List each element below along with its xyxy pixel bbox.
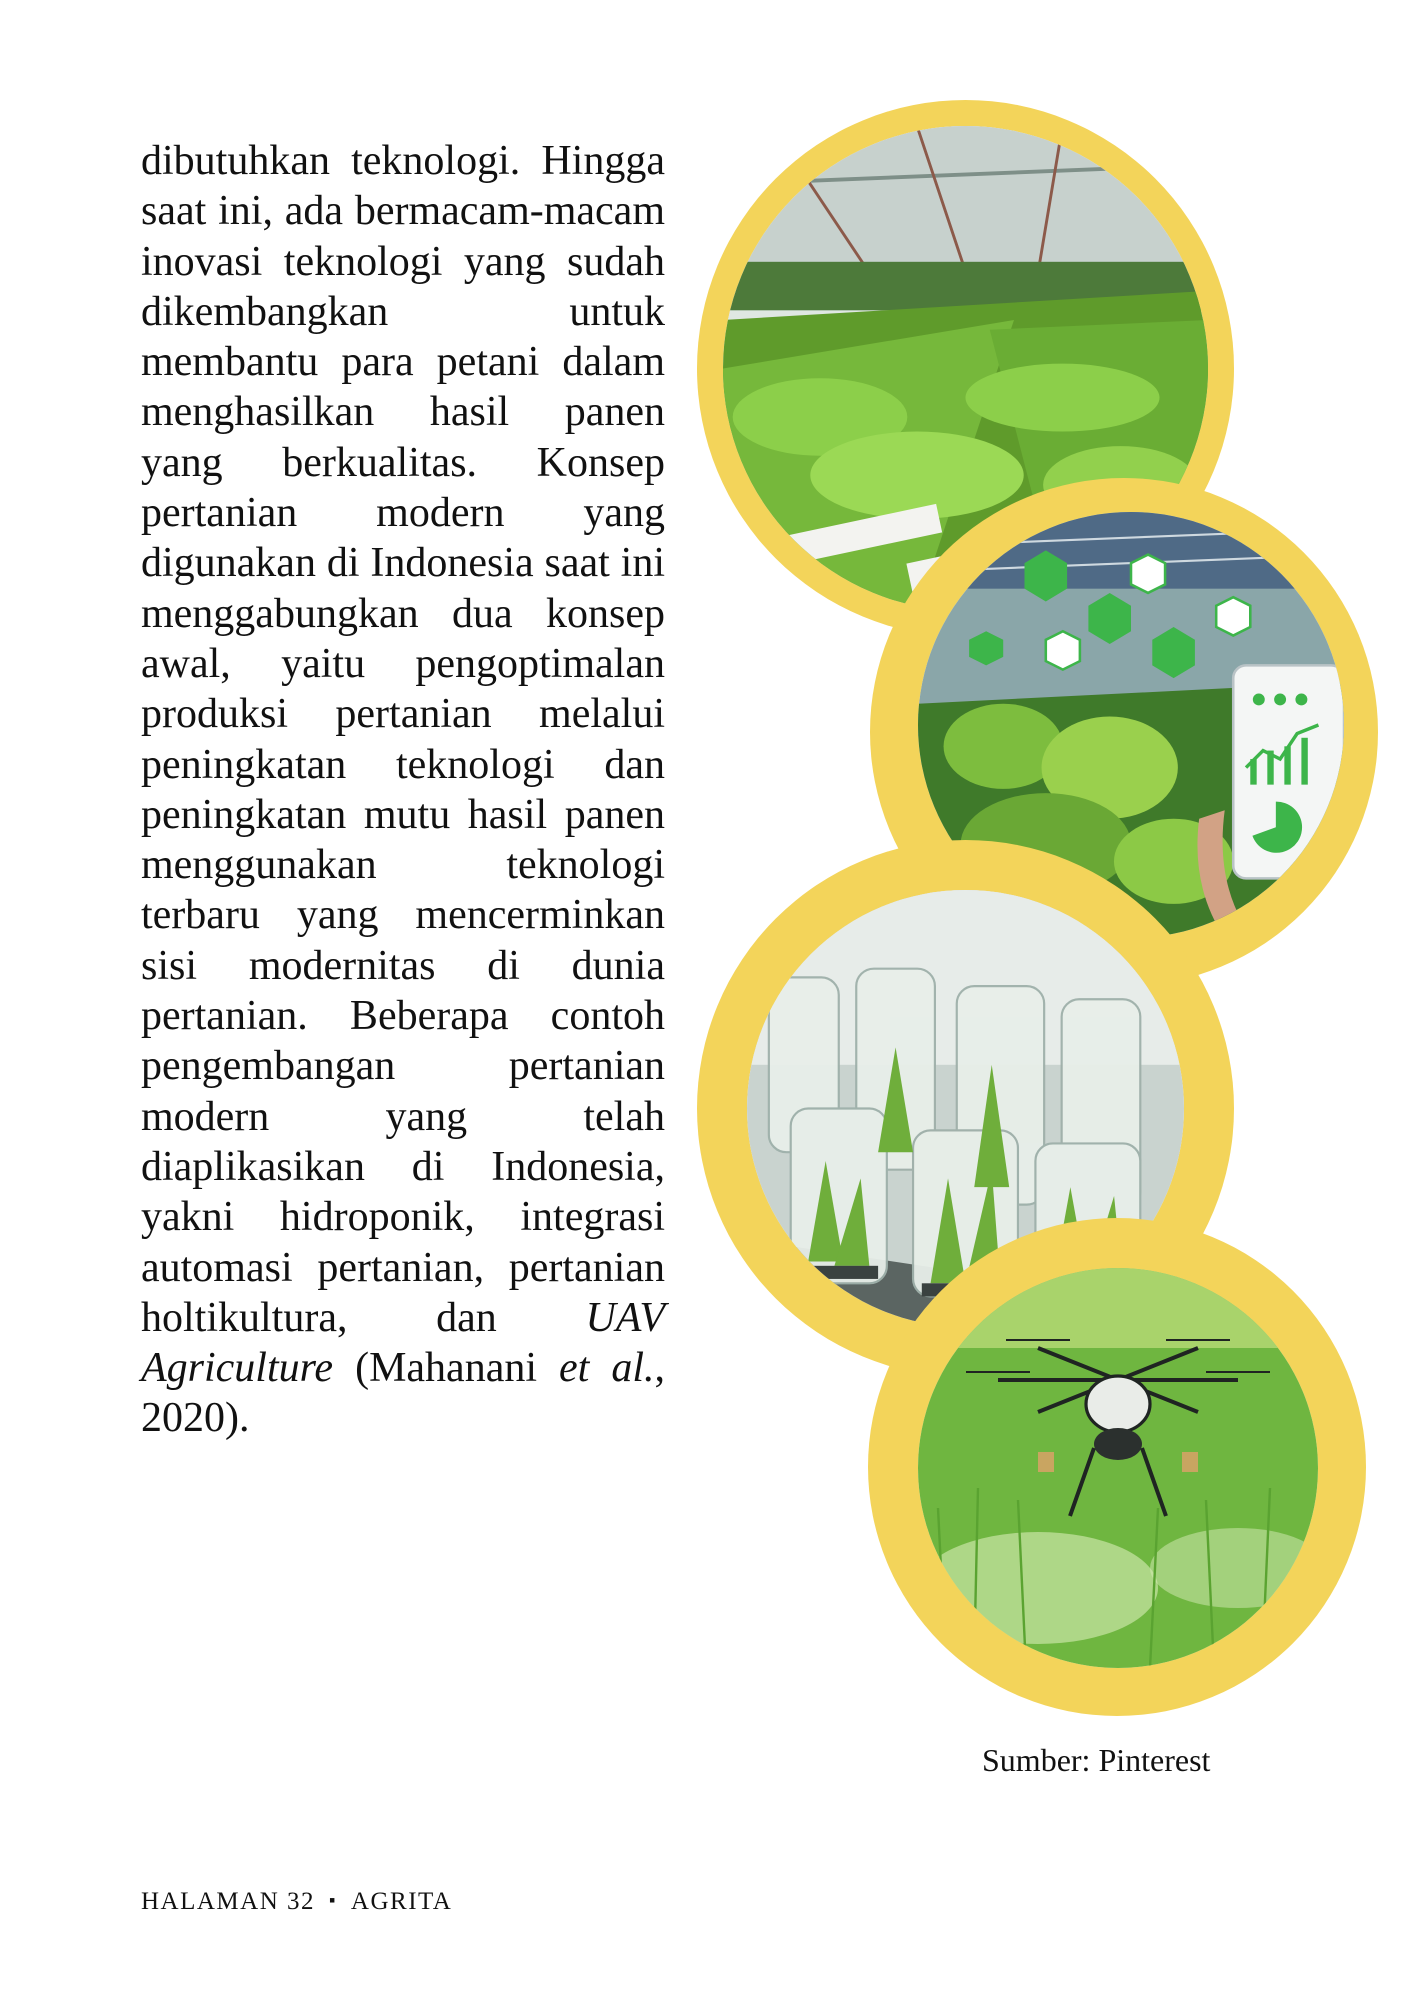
citation-open: (Mahanani (355, 1345, 538, 1392)
image-source-caption: Sumber: Pinterest (982, 1742, 1211, 1778)
agricultural-drone-image (868, 1218, 1366, 1716)
citation-close: , 2020). (141, 1345, 665, 1442)
page-footer (141, 1888, 452, 1916)
article-paragraph (141, 136, 665, 1444)
footer-separator: ▪ (329, 1890, 337, 1910)
magazine-name: AGRITA (350, 1888, 453, 1915)
page-number-label: HALAMAN 32 (141, 1888, 316, 1915)
article-text: dibutuhkan teknologi. Hingga saat ini, ada bermacam-macam inovasi teknologi yang sudah dikembangkan untuk membantu para petani dalam menghasilkan hasil panen yang berkualitas. Konsep pertanian modern yang digunakan di Indonesia saat ini menggabungkan dua konsep awal, yaitu pengoptimalan produksi pertanian melalui peningkatan teknologi dan peningkatan mutu hasil panen menggunakan teknologi terbaru yang mencerminkan sisi modernitas di dunia pertanian. Beberapa contoh pengembangan pertanian modern yang telah diaplikasikan di Indonesia, yakni hidroponik, integrasi automasi pertanian, pertanian holtikultura, dan (141, 138, 665, 1341)
uav-agriculture-term: UAV Agriculture (141, 1294, 665, 1392)
agricultural-drone-photo (918, 1268, 1318, 1668)
et-al-text: et al. (559, 1345, 655, 1392)
